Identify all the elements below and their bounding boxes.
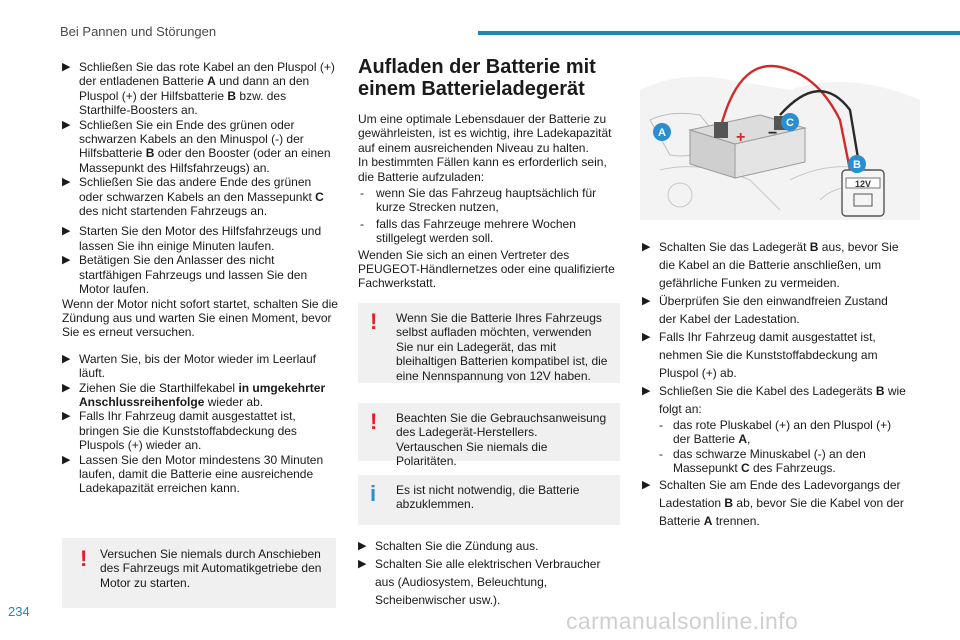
- step-item: ▶ Überprüfen Sie den einwandfreien Zustand der Kabel der Ladestation.: [642, 294, 888, 326]
- step-item: ▶ Warten Sie, bis der Motor wieder im Leerlauf läuft.: [62, 351, 316, 381]
- info-i-icon: i: [370, 480, 377, 506]
- right-arrow-icon: ▶: [642, 385, 651, 397]
- step-item: ▶ Schalten Sie am Ende des Ladevorgangs der Ladestation B ab, bevor Sie die Kabel von der Batterie A trennen.: [642, 477, 904, 528]
- minus-sign: −: [768, 125, 778, 142]
- battery-charger-illustration: [640, 60, 920, 220]
- step-item: ▶ Falls Ihr Fahrzeug damit ausgestattet ist, bringen Sie die Kunststoffabdeckung des Pluspols (+) wieder an.: [62, 409, 297, 453]
- callout-a-label: A: [658, 127, 666, 139]
- section-title: Aufladen der Batterie mit einem Batterieladegerät: [358, 56, 596, 100]
- warning-exclamation-icon: !: [370, 308, 378, 334]
- step-item: ▶ Betätigen Sie den Anlasser des nicht startfähigen Fahrzeugs und lassen Sie den Motor laufen.: [62, 253, 308, 297]
- step-item: ▶ Ziehen Sie die Starthilfekabel in umgekehrter Anschlussreihenfolge wieder ab.: [62, 380, 326, 409]
- info-box-disconnect: i Es ist nicht notwendig, die Batterie abzuklemmen.: [358, 475, 620, 525]
- paragraph: In bestimmten Fällen kann es erforderlich sein, die Batterie aufzuladen:: [358, 155, 607, 184]
- right-arrow-icon: ▶: [358, 557, 367, 570]
- step-item: ▶ Schließen Sie das rote Kabel an den Pluspol (+) der entladenen Batterie A und dann an den Pluspol (+) der Hilfsbatterie B bzw. des Starthilfe-Boosters an.: [62, 60, 335, 118]
- right-arrow-icon: ▶: [62, 410, 71, 423]
- warning-box-polarity: ! Beachten Sie die Gebrauchsanweisung des Ladegerät-Herstellers. Vertauschen Sie niemals die Polaritäten.: [358, 403, 620, 461]
- step-item: ▶ Lassen Sie den Motor mindestens 30 Minuten laufen, damit die Batterie eine ausreichende Ladekapazität erreichen kann.: [62, 452, 324, 496]
- step-item: ▶ Schalten Sie die Zündung aus.: [358, 538, 539, 553]
- warning-box-push-start: [62, 538, 336, 608]
- step-item: ▶ Schließen Sie ein Ende des grünen oder schwarzen Kabels an den Minuspol (-) der Hilfsbatterie B oder den Booster (oder an einen Massepunkt des Hilfsfahrzeugs) an.: [62, 117, 331, 175]
- right-arrow-icon: ▶: [62, 225, 71, 238]
- step-item: ▶ Schalten Sie das Ladegerät B aus, bevor Sie die Kabel an die Batterie anschließen, um gefährliche Funken zu vermeiden.: [642, 240, 899, 290]
- sub-list-item: - das rote Pluskabel (+) an den Pluspol (+) der Batterie A,: [659, 418, 892, 447]
- right-arrow-icon: ▶: [642, 331, 651, 343]
- warning-text: Versuchen Sie niemals durch Anschieben des Fahrzeugs mit Automatikgetriebe den Motor zu starten.: [100, 547, 322, 590]
- right-arrow-icon: ▶: [62, 254, 71, 267]
- step-item: ▶ Schließen Sie das andere Ende des grünen oder schwarzen Kabels an den Massepunkt C des nicht startenden Fahrzeugs an.: [62, 175, 324, 219]
- paragraph: Um eine optimale Lebensdauer der Batterie zu gewährleisten, ist es wichtig, ihre Ladekapazität auf einem ausreichenden Niveau zu halten.: [358, 112, 612, 155]
- sub-list-item: - das schwarze Minuskabel (-) an den Massepunkt C des Fahrzeugs.: [659, 446, 866, 476]
- page-number: 234: [8, 604, 30, 619]
- list-item: - wenn Sie das Fahrzeug hauptsächlich für kurze Strecken nutzen,: [360, 186, 597, 215]
- right-arrow-icon: ▶: [62, 118, 71, 131]
- warning-exclamation-icon: !: [80, 546, 88, 571]
- step-item: ▶ Starten Sie den Motor des Hilfsfahrzeugs und lassen Sie ihn einige Minuten laufen.: [62, 224, 322, 253]
- right-arrow-icon: ▶: [62, 453, 71, 466]
- step-item: ▶ Falls Ihr Fahrzeug damit ausgestattet ist, nehmen Sie die Kunststoffabdeckung am Pluspol (+) ab.: [642, 330, 878, 380]
- column-charging-steps: [642, 238, 906, 530]
- header-accent-bar: [478, 31, 960, 35]
- right-arrow-icon: ▶: [62, 176, 71, 189]
- right-arrow-icon: ▶: [642, 241, 651, 253]
- right-arrow-icon: ▶: [62, 61, 71, 73]
- charger-voltage-label: 12V: [854, 179, 872, 189]
- list-item: - falls das Fahrzeuge mehrere Wochen stillgelegt werden soll.: [360, 216, 576, 246]
- step-item: ▶ Schließen Sie die Kabel des Ladegeräts B wie folgt an:: [642, 384, 906, 416]
- paragraph: Wenden Sie sich an einen Vertreter des PEUGEOT-Händlernetzes oder eine qualifizierte Fachwerkstatt.: [358, 247, 615, 291]
- warning-exclamation-icon: !: [370, 408, 378, 434]
- right-arrow-icon: ▶: [62, 381, 71, 394]
- callout-b-label: B: [853, 159, 861, 171]
- right-arrow-icon: ▶: [642, 295, 651, 307]
- right-arrow-icon: ▶: [642, 478, 651, 491]
- charger-graphic: [842, 170, 884, 216]
- column-battery-charging: [358, 56, 620, 609]
- header-title: Bei Pannen und Störungen: [60, 24, 217, 39]
- clamp-graphic: [714, 122, 728, 138]
- right-arrow-icon: ▶: [358, 539, 367, 552]
- paragraph: Wenn der Motor nicht sofort startet, schalten Sie die Zündung aus und warten Sie einen Moment, bevor Sie es erneut versuchen.: [62, 296, 338, 340]
- warning-box-charger: ! Wenn Sie die Batterie Ihres Fahrzeugs selbst aufladen möchten, verwenden Sie nur ein Ladegerät, das mit bleihaltigen Batterien kompatibel ist, die eine Nennspannung von 12V haben.: [358, 303, 620, 383]
- column-jump-start: [62, 60, 338, 496]
- step-item: ▶ Schalten Sie alle elektrischen Verbraucher aus (Audiosystem, Beleuchtung, Scheibenwischer usw.).: [358, 556, 601, 607]
- right-arrow-icon: ▶: [62, 352, 71, 365]
- callout-c-label: C: [786, 117, 794, 129]
- watermark: carmanualsonline.info: [566, 608, 799, 634]
- plus-sign: +: [736, 129, 746, 146]
